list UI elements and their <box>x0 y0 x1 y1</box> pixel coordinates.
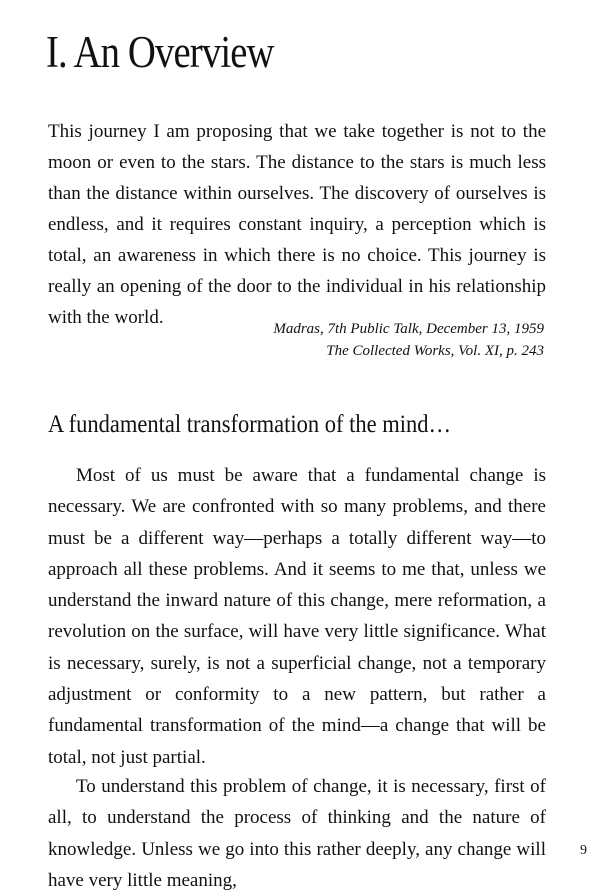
intro-paragraph: This journey I am proposing that we take together is not to the moon or even to the stars. The distance to the stars is much less than the distance within ourselves. The discovery of ourselves is endless, and it requires constant inquiry, a perception which is total, an awareness in which there is no choice. This journey is really an opening of the door to the individual in his relationship with the world. <box>48 121 546 328</box>
section-heading: A fundamental transformation of the mind… <box>48 411 452 438</box>
body-paragraph: Most of us must be aware that a fundamental change is necessary. We are confronted with so many problems, and there must be a different way—perhaps a totally different way—to approach all these problems. And it seems to me that, unless we understand the inward nature of this change, mere reformation, a revolution on the surface, will have very little significance. What is necessary, surely, is not a superficial change, not a temporary adjustment or conformity to a new pattern, but rather a fundamental transformation of the mind—a change that will be total, not just partial. <box>48 465 546 768</box>
citation-source: Madras, 7th Public Talk, December 13, 1959 <box>273 321 544 337</box>
citation-reference: The Collected Works, Vol. XI, p. 243 <box>326 343 544 359</box>
citation <box>273 318 544 362</box>
chapter-title: I. An Overview <box>46 27 274 77</box>
body-paragraph: To understand this problem of change, it is necessary, first of all, to understand the process of thinking and the nature of knowledge. Unless we go into this rather deeply, any change will have very little meaning, <box>48 776 546 891</box>
page-number: 9 <box>580 843 587 858</box>
